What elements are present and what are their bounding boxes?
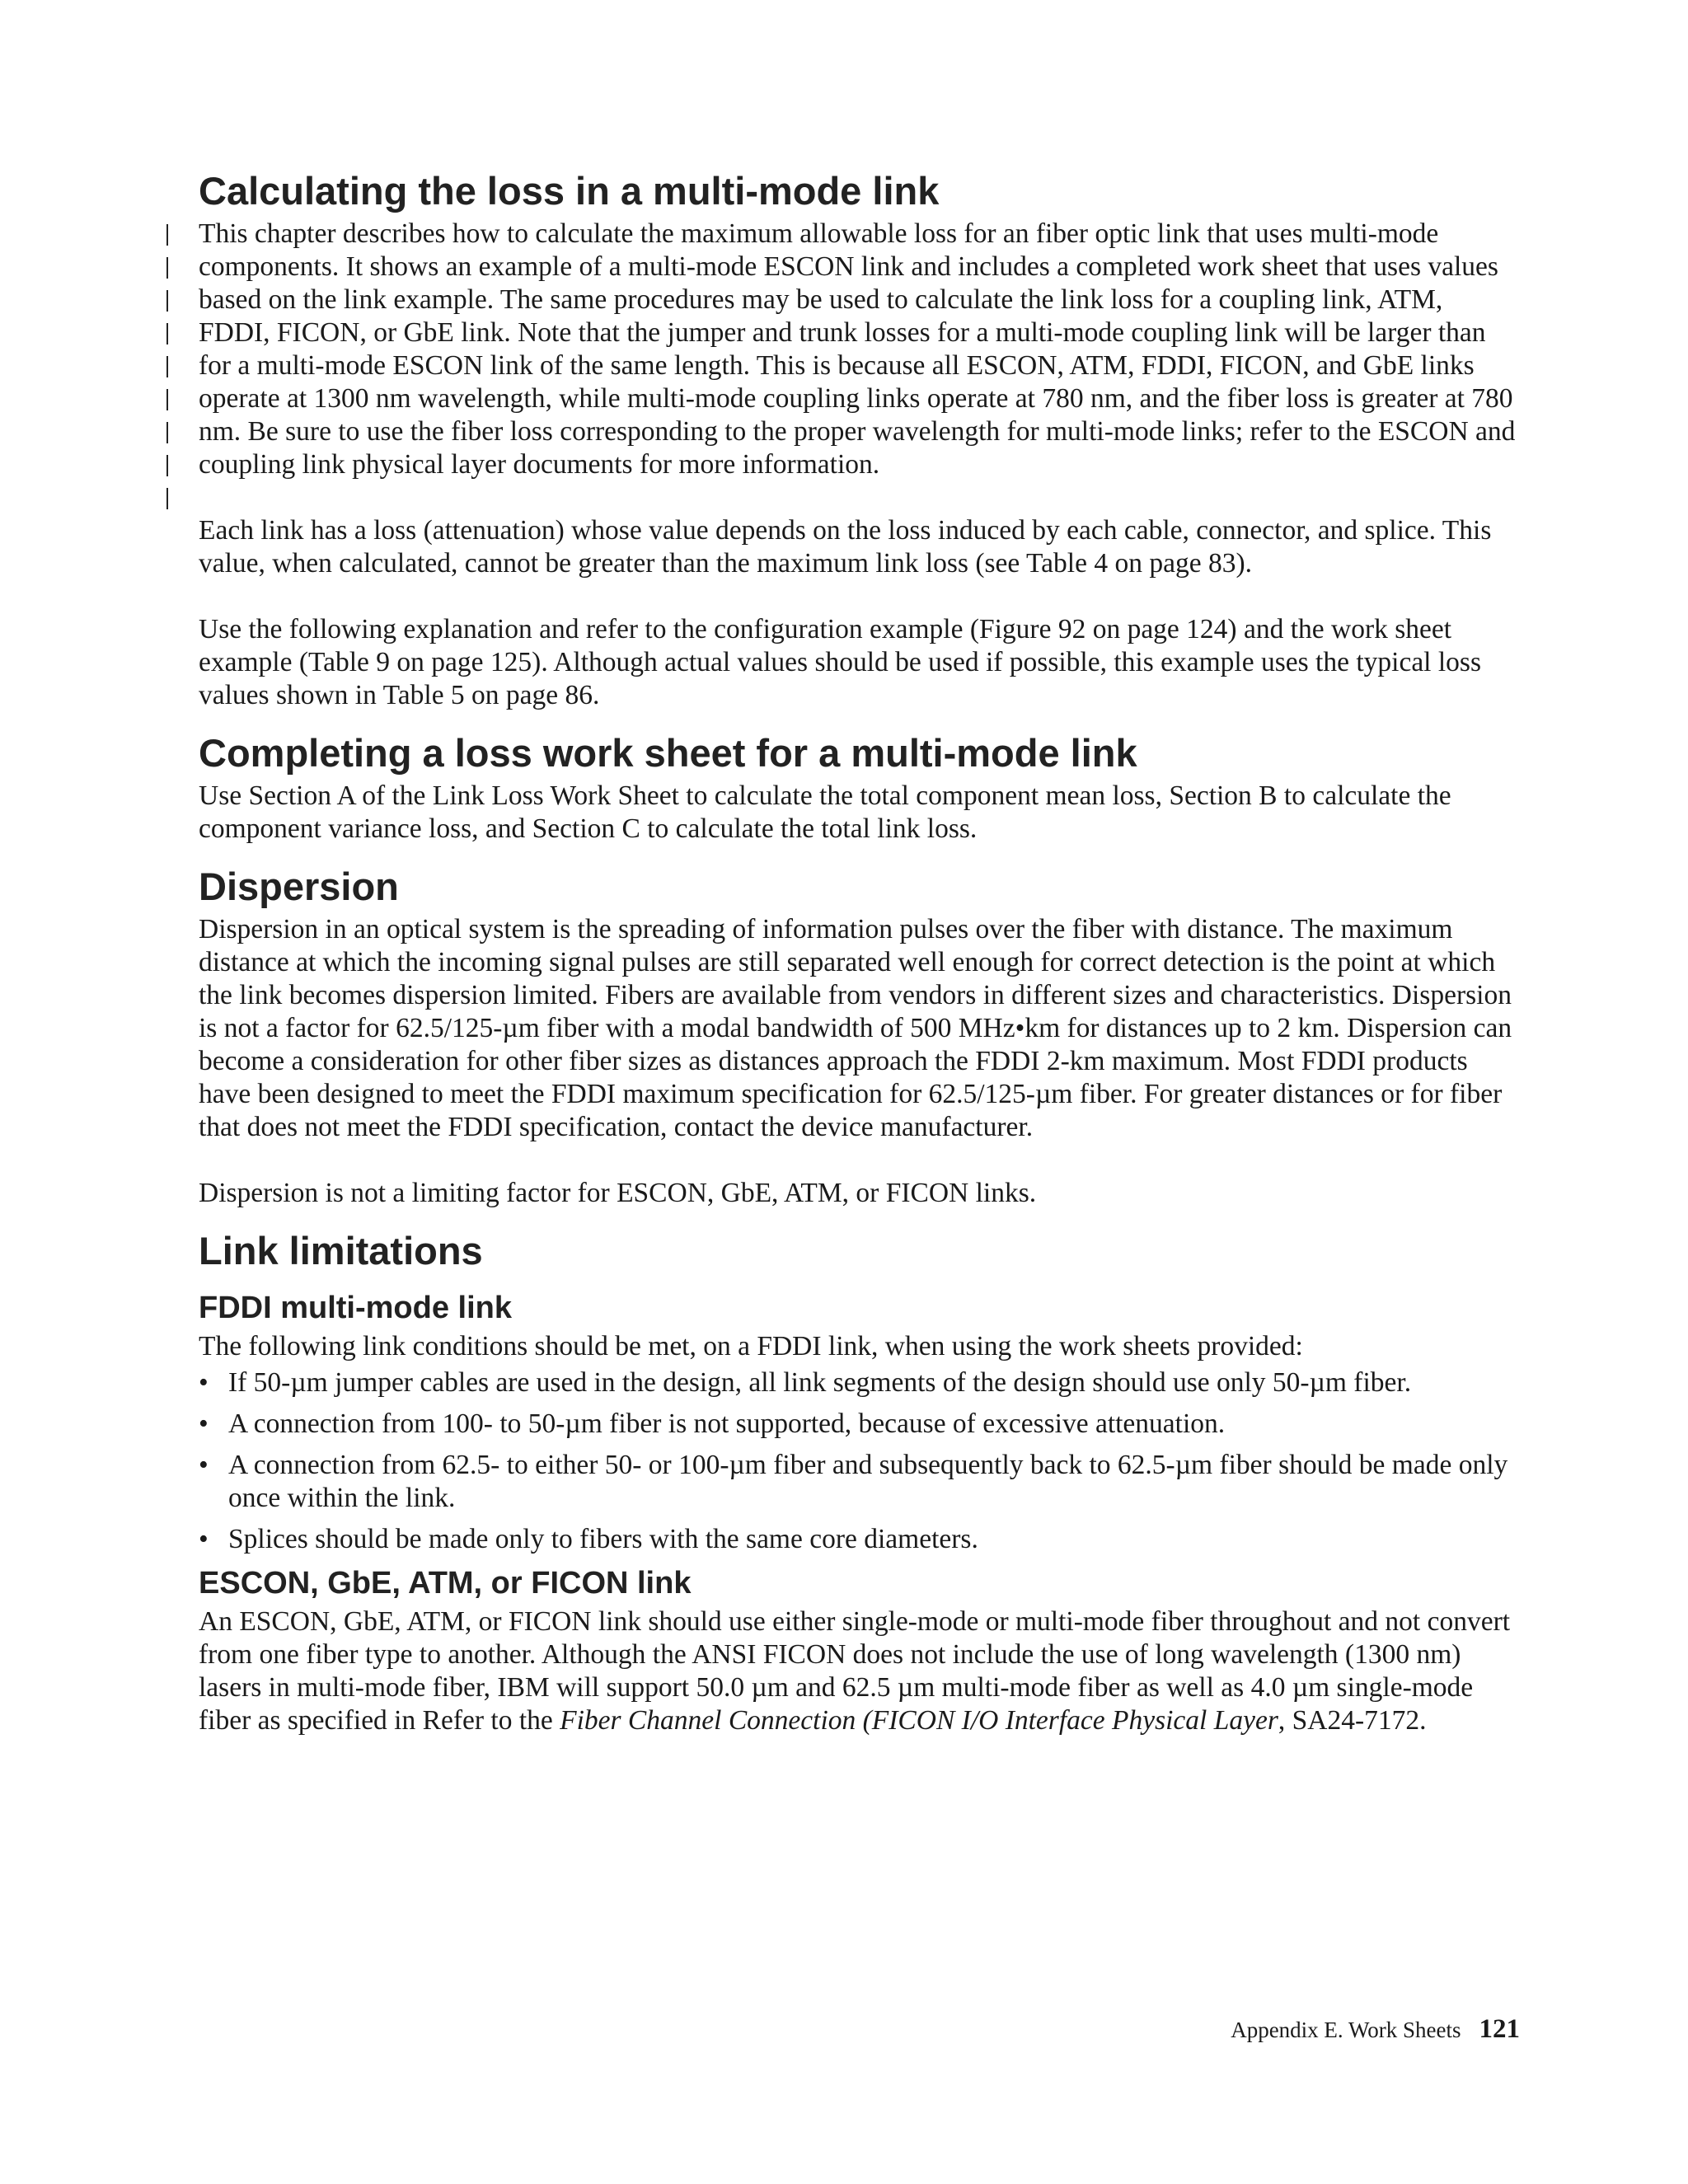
paragraph-fddi-intro: The following link conditions should be met, on a FDDI link, when using the work sheets provided:: [199, 1331, 1303, 1361]
page-content: [199, 168, 1520, 1737]
bullet-icon: •: [199, 1367, 209, 1398]
list-item: • A connection from 62.5- to either 50- or 100-µm fiber and subsequently back to 62.5-µm fiber should be made only once within the link.: [199, 1450, 1508, 1513]
heading-calculating-loss: Calculating the loss in a multi-mode link: [199, 169, 940, 213]
heading-link-limitations: Link limitations: [199, 1229, 483, 1272]
publication-title: Fiber Channel Connection (FICON I/O Interface Physical Layer: [560, 1705, 1278, 1736]
paragraph-dispersion: Dispersion in an optical system is the spreading of information pulses over the fiber with distance. The maximum distance at which the incoming signal pulses are still separated well enough for correct detection is the point at which the link becomes dispersion limited. Fibers are available from vendors in different sizes and characteristics. Dispersion is not a factor for 62.5/125-µm fiber with a modal bandwidth of 500 MHz•km for distances up to 2 km. Dispersion can become a consideration for other fiber sizes as distances approach the FDDI 2-km maximum. Most FDDI products have been designed to meet the FDDI maximum specification for 62.5/125-µm fiber. For greater distances or for fiber that does not meet the FDDI specification, contact the device manufacturer.: [199, 914, 1512, 1142]
page-number: 121: [1479, 2014, 1520, 2044]
paragraph-intro: This chapter describes how to calculate the maximum allowable loss for an fiber optic link that uses multi-mode components. It shows an example of a multi-mode ESCON link and includes a completed work sheet that uses values based on the link example. The same procedures may be used to calculate the link loss for a coupling link, ATM, FDDI, FICON, or GbE link. Note that the jumper and trunk losses for a multi-mode coupling link will be larger than for a multi-mode ESCON link of the same length. This is because all ESCON, ATM, FDDI, FICON, and GbE links operate at 1300 nm wavelength, while multi-mode coupling links operate at 780 nm, and the fiber loss is greater at 780 nm. Be sure to use the fiber loss corresponding to the proper wavelength for multi-mode links; refer to the ESCON and coupling link physical layer documents for more information.: [199, 218, 1516, 480]
bullet-icon: •: [199, 1450, 209, 1480]
heading-fddi-link: FDDI multi-mode link: [199, 1291, 512, 1325]
heading-escon-link: ESCON, GbE, ATM, or FICON link: [199, 1566, 692, 1601]
paragraph-explanation: Use the following explanation and refer to the configuration example (Figure 92 on page 124) and the work sheet example (Table 9 on page 125). Although actual values should be used if possible, this example uses the typical loss values shown in Table 5 on page 86.: [199, 614, 1481, 710]
page-footer: [1231, 2014, 1520, 2045]
heading-dispersion: Dispersion: [199, 865, 399, 908]
footer-section-title: Appendix E. Work Sheets: [1231, 2018, 1461, 2042]
heading-completing-work-sheet: Completing a loss work sheet for a multi-mode link: [199, 731, 1137, 775]
list-item: • Splices should be made only to fibers with the same core diameters.: [199, 1524, 978, 1554]
list-item: • A connection from 100- to 50-µm fiber is not supported, because of excessive attenuation.: [199, 1408, 1226, 1439]
bullet-icon: •: [199, 1524, 209, 1554]
paragraph-attenuation: Each link has a loss (attenuation) whose value depends on the loss induced by each cable, connector, and splice. This value, when calculated, cannot be greater than the maximum link loss (see Table 4 on page 83).: [199, 515, 1492, 579]
bullet-icon: •: [199, 1408, 209, 1439]
list-item: • If 50-µm jumper cables are used in the design, all link segments of the design should use only 50-µm fiber.: [199, 1367, 1412, 1398]
revised-paragraph: [199, 218, 1520, 481]
change-bars: [164, 218, 172, 514]
paragraph-dispersion-note: Dispersion is not a limiting factor for ESCON, GbE, ATM, or FICON links.: [199, 1178, 1037, 1208]
fddi-conditions-list: [199, 1366, 1520, 1556]
paragraph-work-sheet: Use Section A of the Link Loss Work Sheet to calculate the total component mean loss, Section B to calculate the component variance loss, and Section C to calculate the total link loss.: [199, 780, 1451, 844]
paragraph-escon-link: An ESCON, GbE, ATM, or FICON link should use either single-mode or multi-mode fiber throughout and not convert from one fiber type to another. Although the ANSI FICON does not include the use of long wavelength (1300 nm) lasers in multi-mode fiber, IBM will support 50.0 µm and 62.5 µm multi-mode fiber as well as 4.0 µm single-mode fiber as specified in Refer to the Fiber Channel Connection (FICON I/O Interface Physical Layer, SA24-7172.: [199, 1606, 1511, 1736]
